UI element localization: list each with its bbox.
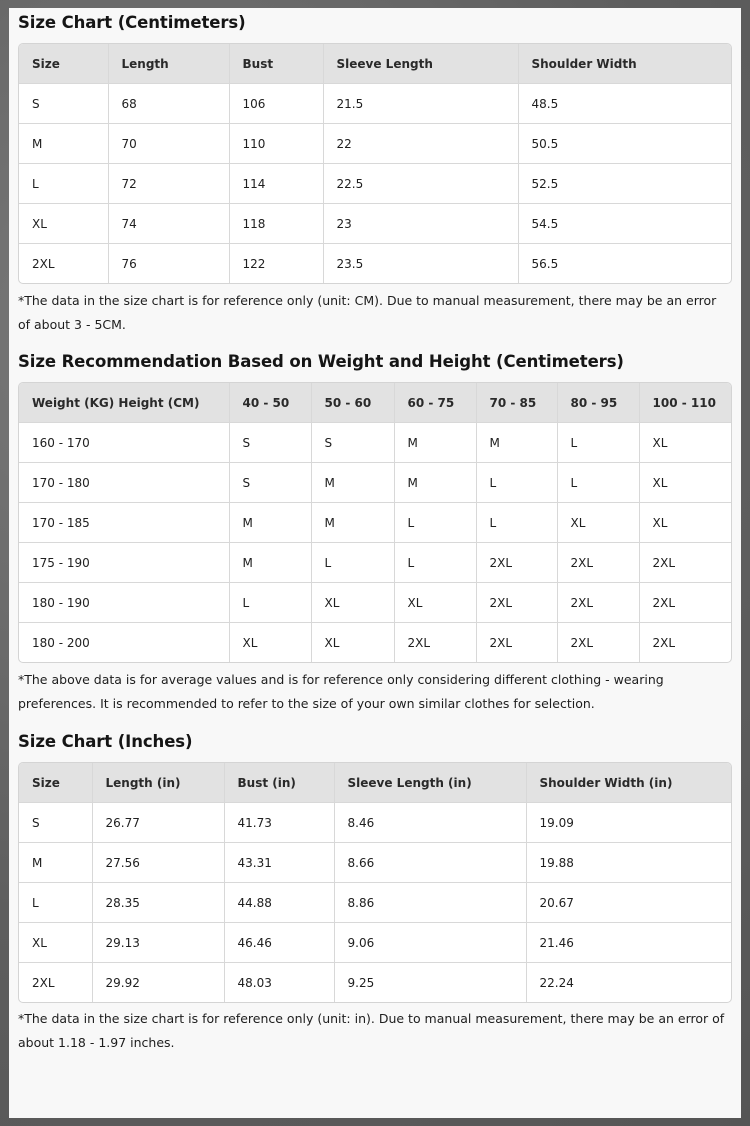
table-cell: S [229, 463, 311, 503]
recommendation-table [19, 383, 731, 662]
table-cell: XL [311, 583, 394, 623]
table-row [19, 623, 731, 663]
table-cell: S [229, 423, 311, 463]
table-cell: 2XL [394, 623, 476, 663]
table-cell: M [311, 463, 394, 503]
table-row [19, 463, 731, 503]
table-cell: 29.92 [92, 963, 224, 1003]
table-cell: 27.56 [92, 843, 224, 883]
table-cell: 68 [108, 84, 229, 124]
table-header-row [19, 44, 731, 84]
table-cell: 19.09 [526, 803, 731, 843]
table-cell: 122 [229, 244, 323, 284]
table-cell: 180 - 190 [19, 583, 229, 623]
size-chart-in-title: Size Chart (Inches) [18, 732, 193, 751]
table-cell: L [311, 543, 394, 583]
table-cell: 26.77 [92, 803, 224, 843]
recommendation-table-wrap [18, 382, 732, 663]
column-header: 80 - 95 [557, 383, 639, 423]
table-cell: L [229, 583, 311, 623]
column-header: Size [19, 44, 108, 84]
column-header: Sleeve Length [323, 44, 518, 84]
table-cell: L [557, 423, 639, 463]
table-row [19, 503, 731, 543]
table-row [19, 164, 731, 204]
table-row [19, 843, 731, 883]
table-cell: 72 [108, 164, 229, 204]
table-cell: 2XL [639, 583, 731, 623]
table-cell: 28.35 [92, 883, 224, 923]
table-cell: XL [229, 623, 311, 663]
table-cell: M [476, 423, 557, 463]
table-cell: 22.24 [539, 975, 574, 990]
column-header: 70 - 85 [476, 383, 557, 423]
recommendation-note: *The above data is for average values and is for reference only considering different clothing - wearing preferences. It is recommended to refer to the size of your own similar clothes for selection. [18, 672, 664, 711]
table-cell: XL [557, 503, 639, 543]
table-cell: M [394, 463, 476, 503]
table-cell: XL [639, 503, 731, 543]
table-cell: 2XL [652, 635, 676, 650]
table-cell: 20.67 [526, 883, 731, 923]
table-cell: 110 [229, 124, 323, 164]
table-cell: 118 [229, 204, 323, 244]
table-cell: 106 [229, 84, 323, 124]
table-cell: S [19, 803, 92, 843]
table-row [19, 423, 731, 463]
table-cell: 8.46 [334, 803, 526, 843]
table-cell: 48.5 [518, 84, 731, 124]
table-cell: 2XL [557, 543, 639, 583]
size-chart-in-note: *The data in the size chart is for reference only (unit: in). Due to manual measurement, there may be an error of about 1.18 - 1.97 inches. [18, 1011, 725, 1050]
table-cell: 170 - 180 [19, 463, 229, 503]
table-cell: 114 [229, 164, 323, 204]
table-cell: 2XL [476, 543, 557, 583]
table-cell: 2XL [476, 623, 557, 663]
column-header: 50 - 60 [311, 383, 394, 423]
table-cell: M [229, 543, 311, 583]
column-header: Shoulder Width (in) [526, 763, 731, 803]
table-cell: 2XL [557, 583, 639, 623]
table-cell: XL [639, 463, 731, 503]
column-header: 60 - 75 [394, 383, 476, 423]
table-cell: 74 [108, 204, 229, 244]
table-cell: S [311, 423, 394, 463]
table-cell: M [19, 124, 108, 164]
table-cell: 175 - 190 [19, 543, 229, 583]
table-cell: 50.5 [518, 124, 731, 164]
table-cell: 8.86 [334, 883, 526, 923]
table-cell: 170 - 185 [19, 503, 229, 543]
table-cell: M [311, 503, 394, 543]
table-cell: XL [639, 423, 731, 463]
table-cell: L [476, 503, 557, 543]
table-header-row [19, 763, 731, 803]
table-cell: 22.5 [323, 164, 518, 204]
table-cell: 2XL [557, 623, 639, 663]
table-cell: 21.5 [323, 84, 518, 124]
table-cell: 9.06 [334, 923, 526, 963]
column-header: Sleeve Length (in) [334, 763, 526, 803]
table-cell: 21.46 [526, 923, 731, 963]
size-chart-cm-note: *The data in the size chart is for reference only (unit: CM). Due to manual measurement, there may be an error of about 3 - 5CM. [18, 293, 717, 332]
table-row [19, 963, 731, 1003]
table-cell: 19.88 [526, 843, 731, 883]
size-guide-page [9, 8, 741, 1118]
table-cell: 2XL [19, 963, 92, 1003]
table-row [19, 923, 731, 963]
table-cell: XL [311, 623, 394, 663]
table-cell: 8.66 [334, 843, 526, 883]
table-header-row [19, 383, 731, 423]
column-header: Length (in) [92, 763, 224, 803]
column-header: 40 - 50 [229, 383, 311, 423]
table-row [19, 583, 731, 623]
table-cell: 43.31 [224, 843, 334, 883]
table-cell: 2XL [639, 543, 731, 583]
table-row [19, 803, 731, 843]
table-cell: 29.13 [92, 923, 224, 963]
column-header: Weight (KG) Height (CM) [19, 383, 229, 423]
table-row [19, 883, 731, 923]
table-cell: L [476, 463, 557, 503]
table-cell: M [229, 503, 311, 543]
table-cell: 46.46 [224, 923, 334, 963]
table-cell: 48.03 [224, 963, 334, 1003]
table-row [19, 543, 731, 583]
table-cell: M [394, 423, 476, 463]
column-header: Length [108, 44, 229, 84]
table-row [19, 244, 731, 284]
table-cell: 2XL [19, 244, 108, 284]
table-cell: 23.5 [323, 244, 518, 284]
recommendation-title: Size Recommendation Based on Weight and Height (Centimeters) [18, 352, 624, 371]
table-cell: 56.5 [531, 256, 559, 271]
table-cell: XL [19, 204, 108, 244]
table-row [19, 84, 731, 124]
table-cell: L [557, 463, 639, 503]
table-cell: 41.73 [224, 803, 334, 843]
table-cell: XL [19, 923, 92, 963]
table-cell: XL [394, 583, 476, 623]
table-cell: M [19, 843, 92, 883]
table-cell: 9.25 [334, 963, 526, 1003]
table-cell: 22 [323, 124, 518, 164]
table-cell: S [19, 84, 108, 124]
table-cell: L [394, 503, 476, 543]
table-cell: 180 - 200 [19, 623, 229, 663]
column-header: Shoulder Width [518, 44, 731, 84]
table-cell: 160 - 170 [19, 423, 229, 463]
column-header: Bust [229, 44, 323, 84]
column-header: Size [19, 763, 92, 803]
column-header: Bust (in) [224, 763, 334, 803]
table-cell: 44.88 [224, 883, 334, 923]
size-chart-in-table [19, 763, 731, 1002]
table-row [19, 124, 731, 164]
size-chart-cm-table [19, 44, 731, 283]
table-cell: L [394, 543, 476, 583]
table-cell: 70 [108, 124, 229, 164]
size-chart-in-table-wrap [18, 762, 732, 1003]
size-chart-cm-title: Size Chart (Centimeters) [18, 13, 246, 32]
size-chart-cm-table-wrap [18, 43, 732, 284]
table-cell: L [19, 164, 108, 204]
table-cell: 76 [108, 244, 229, 284]
column-header: 100 - 110 [639, 383, 731, 423]
table-row [19, 204, 731, 244]
table-cell: L [19, 883, 92, 923]
table-cell: 2XL [476, 583, 557, 623]
table-cell: 52.5 [518, 164, 731, 204]
table-cell: 23 [323, 204, 518, 244]
table-cell: 54.5 [518, 204, 731, 244]
